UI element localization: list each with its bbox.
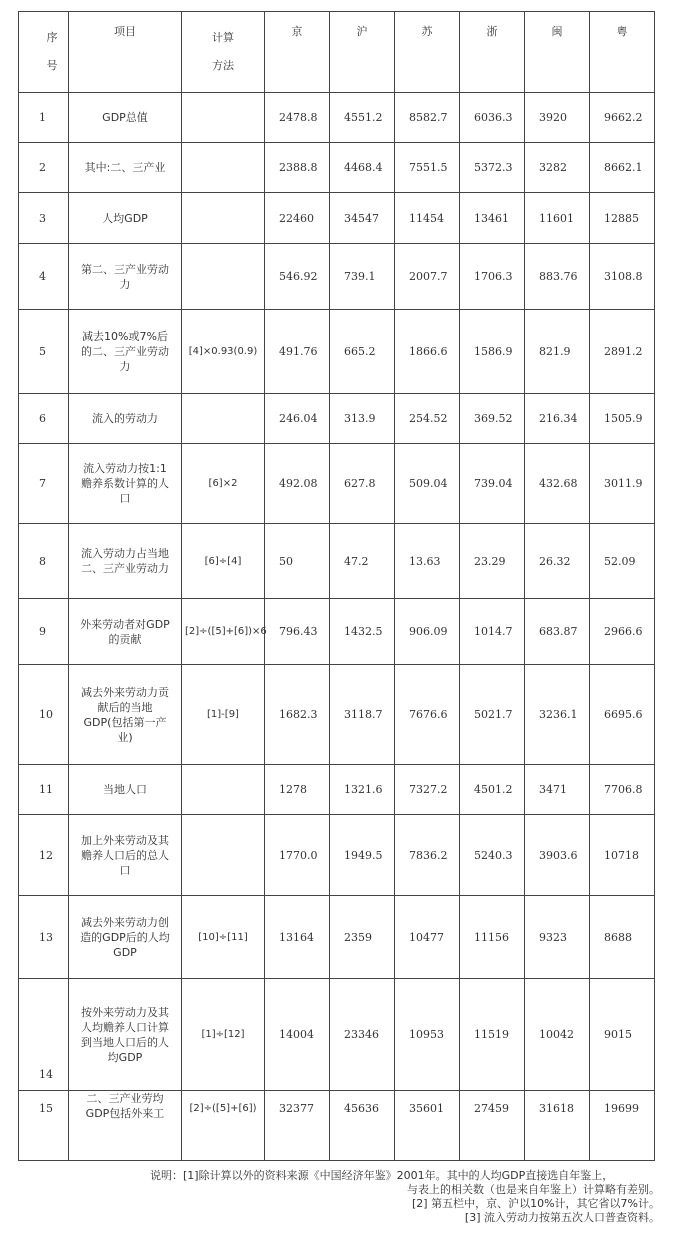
notes	[150, 1169, 660, 1225]
row-value: 5240.3	[460, 815, 525, 896]
row-value: 3471	[525, 765, 590, 815]
row-value: 23346	[330, 979, 395, 1091]
row-value: 1278	[265, 765, 330, 815]
row-value: 11156	[460, 896, 525, 979]
row-method	[182, 765, 265, 815]
row-value: 1949.5	[330, 815, 395, 896]
row-value: 665.2	[330, 310, 395, 394]
row-method: [4]×0.93(0.9)	[182, 310, 265, 394]
row-value: 47.2	[330, 524, 395, 599]
row-method	[182, 143, 265, 193]
note-line-3: [2] 第五栏中，京、沪以10%计，其它省以7%计。	[412, 1197, 660, 1210]
row-value: 4468.4	[330, 143, 395, 193]
row-value: 1321.6	[330, 765, 395, 815]
row-value: 491.76	[265, 310, 330, 394]
row-value: 8582.7	[395, 93, 460, 143]
row-value: 254.52	[395, 394, 460, 444]
row-value: 10477	[395, 896, 460, 979]
table-row	[19, 444, 655, 524]
row-seq: 2	[19, 143, 69, 193]
row-seq: 14	[19, 979, 69, 1091]
row-value: 35601	[395, 1091, 460, 1161]
row-value: 19699	[590, 1091, 655, 1161]
row-value: 13.63	[395, 524, 460, 599]
row-value: 7676.6	[395, 665, 460, 765]
row-value: 8688	[590, 896, 655, 979]
row-value: 1014.7	[460, 599, 525, 665]
table-row	[19, 815, 655, 896]
row-value: 627.8	[330, 444, 395, 524]
row-value: 11601	[525, 193, 590, 244]
row-value: 26.32	[525, 524, 590, 599]
row-value: 14004	[265, 979, 330, 1091]
row-method: [1]÷[12]	[182, 979, 265, 1091]
row-item: 第二、三产业劳动力	[69, 244, 182, 310]
row-value: 7706.8	[590, 765, 655, 815]
header-region-min: 闽	[525, 12, 590, 93]
row-item: 其中:二、三产业	[69, 143, 182, 193]
row-value: 4501.2	[460, 765, 525, 815]
row-seq: 3	[19, 193, 69, 244]
row-value: 739.1	[330, 244, 395, 310]
row-method: [1]-[9]	[182, 665, 265, 765]
row-value: 5372.3	[460, 143, 525, 193]
row-value: 5021.7	[460, 665, 525, 765]
row-value: 52.09	[590, 524, 655, 599]
table-row	[19, 524, 655, 599]
row-value: 216.34	[525, 394, 590, 444]
row-method: [2]÷([5]+[6])	[182, 1091, 265, 1161]
row-value: 1505.9	[590, 394, 655, 444]
row-value: 2478.8	[265, 93, 330, 143]
header-region-zhe: 浙	[460, 12, 525, 93]
header-region-su: 苏	[395, 12, 460, 93]
row-value: 369.52	[460, 394, 525, 444]
table-row	[19, 394, 655, 444]
row-value: 821.9	[525, 310, 590, 394]
row-seq: 10	[19, 665, 69, 765]
row-value: 12885	[590, 193, 655, 244]
row-seq: 5	[19, 310, 69, 394]
row-value: 50	[265, 524, 330, 599]
row-value: 3920	[525, 93, 590, 143]
row-value: 3282	[525, 143, 590, 193]
row-item: 当地人口	[69, 765, 182, 815]
table-row	[19, 193, 655, 244]
row-value: 2966.6	[590, 599, 655, 665]
row-value: 509.04	[395, 444, 460, 524]
row-method: [2]÷([5]+[6])×6	[182, 599, 265, 665]
row-value: 2359	[330, 896, 395, 979]
header-method-line2: 方法	[212, 59, 234, 72]
row-value: 2007.7	[395, 244, 460, 310]
row-value: 739.04	[460, 444, 525, 524]
note-line-2: 与表上的相关数（也是来自年鉴上）计算略有差别。	[407, 1183, 660, 1196]
row-value: 313.9	[330, 394, 395, 444]
row-value: 3903.6	[525, 815, 590, 896]
header-row	[19, 12, 655, 93]
table-row	[19, 143, 655, 193]
row-method: [10]÷[11]	[182, 896, 265, 979]
row-value: 7836.2	[395, 815, 460, 896]
row-value: 27459	[460, 1091, 525, 1161]
row-value: 10718	[590, 815, 655, 896]
row-value: 8662.1	[590, 143, 655, 193]
row-value: 10042	[525, 979, 590, 1091]
data-table	[18, 11, 655, 1161]
table-row	[19, 599, 655, 665]
row-value: 3236.1	[525, 665, 590, 765]
row-value: 246.04	[265, 394, 330, 444]
row-value: 11454	[395, 193, 460, 244]
table-row	[19, 93, 655, 143]
row-value: 13164	[265, 896, 330, 979]
row-value: 1866.6	[395, 310, 460, 394]
row-value: 3118.7	[330, 665, 395, 765]
row-seq: 15	[19, 1091, 69, 1161]
row-method	[182, 193, 265, 244]
row-value: 9662.2	[590, 93, 655, 143]
row-value: 796.43	[265, 599, 330, 665]
row-value: 7551.5	[395, 143, 460, 193]
row-value: 1432.5	[330, 599, 395, 665]
row-item: 减去外来劳动力贡献后的当地GDP(包括第一产业)	[69, 665, 182, 765]
table-row	[19, 1091, 655, 1161]
header-method-line1: 计算	[212, 31, 234, 44]
row-method	[182, 244, 265, 310]
row-seq: 11	[19, 765, 69, 815]
row-seq: 9	[19, 599, 69, 665]
table-row	[19, 896, 655, 979]
row-value: 2891.2	[590, 310, 655, 394]
row-item: 流入劳动力按1:1赡养系数计算的人口	[69, 444, 182, 524]
row-seq: 8	[19, 524, 69, 599]
row-value: 906.09	[395, 599, 460, 665]
table-body	[19, 93, 655, 1161]
row-seq: 4	[19, 244, 69, 310]
row-seq: 13	[19, 896, 69, 979]
row-method	[182, 394, 265, 444]
row-value: 11519	[460, 979, 525, 1091]
row-seq: 7	[19, 444, 69, 524]
row-item: 二、三产业劳均GDP包括外来工	[69, 1091, 182, 1161]
row-seq: 1	[19, 93, 69, 143]
row-value: 22460	[265, 193, 330, 244]
row-item: 减去外来劳动力创造的GDP后的人均GDP	[69, 896, 182, 979]
row-value: 1682.3	[265, 665, 330, 765]
header-item: 项目	[69, 12, 182, 93]
row-seq: 6	[19, 394, 69, 444]
header-seq	[19, 12, 69, 93]
table-row	[19, 765, 655, 815]
row-item: 流入的劳动力	[69, 394, 182, 444]
row-item: 人均GDP	[69, 193, 182, 244]
row-value: 432.68	[525, 444, 590, 524]
header-seq-line2: 号	[46, 59, 58, 72]
row-method	[182, 815, 265, 896]
row-value: 2388.8	[265, 143, 330, 193]
row-item: 外来劳动者对GDP的贡献	[69, 599, 182, 665]
row-item: 加上外来劳动及其赡养人口后的总人口	[69, 815, 182, 896]
row-value: 683.87	[525, 599, 590, 665]
row-value: 1770.0	[265, 815, 330, 896]
row-value: 492.08	[265, 444, 330, 524]
row-value: 32377	[265, 1091, 330, 1161]
table-row	[19, 665, 655, 765]
row-value: 45636	[330, 1091, 395, 1161]
row-value: 7327.2	[395, 765, 460, 815]
row-method: [6]÷[4]	[182, 524, 265, 599]
row-method: [6]×2	[182, 444, 265, 524]
header-region-hu: 沪	[330, 12, 395, 93]
row-value: 9323	[525, 896, 590, 979]
row-method	[182, 93, 265, 143]
row-value: 31618	[525, 1091, 590, 1161]
row-item: 流入劳动力占当地二、三产业劳动力	[69, 524, 182, 599]
header-region-jing: 京	[265, 12, 330, 93]
header-method	[182, 12, 265, 93]
row-item: GDP总值	[69, 93, 182, 143]
row-value: 1586.9	[460, 310, 525, 394]
row-value: 883.76	[525, 244, 590, 310]
table-row	[19, 244, 655, 310]
row-value: 6036.3	[460, 93, 525, 143]
row-value: 546.92	[265, 244, 330, 310]
row-item: 按外来劳动力及其人均赡养人口计算到当地人口后的人均GDP	[69, 979, 182, 1091]
row-value: 4551.2	[330, 93, 395, 143]
row-value: 1706.3	[460, 244, 525, 310]
row-value: 34547	[330, 193, 395, 244]
row-item: 减去10%或7%后的二、三产业劳动力	[69, 310, 182, 394]
row-value: 13461	[460, 193, 525, 244]
row-seq: 12	[19, 815, 69, 896]
header-region-yue: 粤	[590, 12, 655, 93]
row-value: 6695.6	[590, 665, 655, 765]
header-seq-line1: 序	[46, 31, 58, 44]
row-value: 3108.8	[590, 244, 655, 310]
row-value: 10953	[395, 979, 460, 1091]
table-row	[19, 310, 655, 394]
row-value: 3011.9	[590, 444, 655, 524]
note-line-4: [3] 流入劳动力按第五次人口普查资料。	[464, 1211, 660, 1224]
row-value: 23.29	[460, 524, 525, 599]
note-line-1: 说明：[1]除计算以外的资料来源《中国经济年鉴》2001年。其中的人均GDP直接选自年鉴上，	[150, 1169, 614, 1182]
row-value: 9015	[590, 979, 655, 1091]
table-row	[19, 979, 655, 1091]
